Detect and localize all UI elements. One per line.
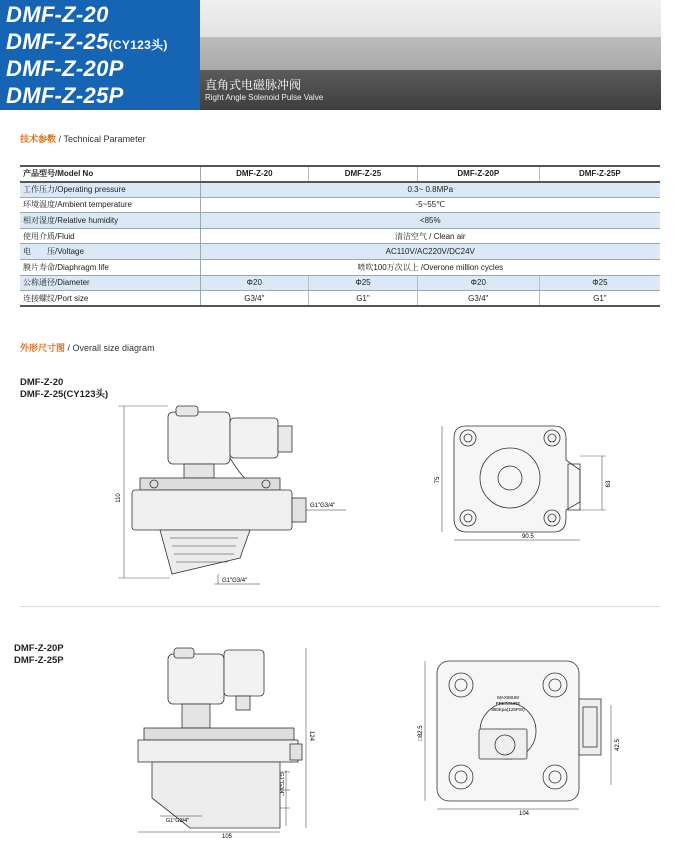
row-label: 工作压力/Operating pressure xyxy=(20,182,200,198)
col-header: DMF-Z-25 xyxy=(309,166,418,182)
col-header: DMF-Z-20P xyxy=(417,166,539,182)
model-title-block xyxy=(0,0,200,110)
table-row xyxy=(20,182,660,198)
dim-height: 124 xyxy=(308,730,314,742)
model-title-4: DMF-Z-25P xyxy=(6,83,124,108)
dim-v: 75 xyxy=(435,476,441,484)
row-value: 喷吹100万次以上 /Overone million cycles xyxy=(200,260,660,276)
table-row xyxy=(20,275,660,291)
divider xyxy=(20,606,660,607)
table-row xyxy=(20,228,660,244)
dim-r: 42.5 xyxy=(615,739,621,751)
col-header: DMF-Z-25P xyxy=(539,166,660,182)
row-label: 公称通径/Diameter xyxy=(20,275,200,291)
header-bar-mid xyxy=(200,37,661,70)
tech-param-heading: 技术参数 / Technical Parameter xyxy=(20,134,146,144)
row-value: Φ20 xyxy=(200,275,309,291)
diagram1-side-view xyxy=(110,398,360,598)
pressure-plate-line: PRESSURE xyxy=(495,701,521,706)
diagram2-side-view xyxy=(130,640,320,840)
row-label: 相对湿度/Relative humidity xyxy=(20,213,200,229)
product-title-cn: 直角式电磁脉冲阀 xyxy=(205,78,302,92)
header-label: 产品型号/Model No xyxy=(20,166,200,182)
port-side-label: G1"G3/4" xyxy=(310,503,336,509)
row-value: AC110V/AC220V/DC24V xyxy=(200,244,660,260)
row-value: <85% xyxy=(200,213,660,229)
row-value: -5~55℃ xyxy=(200,197,660,213)
spec-table xyxy=(20,165,660,307)
diagram1-label-b: DMF-Z-25(CY123头) xyxy=(20,389,109,400)
product-title-en: Right Angle Solenoid Pulse Valve xyxy=(205,93,324,102)
dim-w-left: 105 xyxy=(222,834,233,840)
table-row xyxy=(20,260,660,276)
diagram2-top-view xyxy=(415,655,630,820)
port-bottom-label: G1"G3/4" xyxy=(222,578,248,584)
model-title-1: DMF-Z-20 xyxy=(6,2,109,27)
row-value: Φ20 xyxy=(417,275,539,291)
header-bar-light xyxy=(200,0,661,37)
table-header-row xyxy=(20,166,660,182)
row-value: G3/4" xyxy=(200,291,309,307)
dim-w: 90.5 xyxy=(522,534,534,540)
model-title-3: DMF-Z-20P xyxy=(6,56,124,81)
dim-r: 63 xyxy=(606,480,612,488)
row-value: G3/4" xyxy=(417,291,539,307)
port-side-label: G1"G3/4" xyxy=(278,772,284,796)
pressure-plate-line: 860Kpa(125PSI) xyxy=(491,707,525,712)
col-header: DMF-Z-20 xyxy=(200,166,309,182)
row-value: Φ25 xyxy=(539,275,660,291)
port-bottom-label: G1"G3/4" xyxy=(166,818,190,824)
model-title-2: DMF-Z-25(CY123头) xyxy=(6,29,168,54)
diagram2-model-labels xyxy=(14,643,64,667)
table-row xyxy=(20,244,660,260)
row-value: Φ25 xyxy=(309,275,418,291)
row-label: 使用介质/Fluid xyxy=(20,228,200,244)
dim-w: 104 xyxy=(519,811,530,817)
pressure-plate-line: MAXIMUM xyxy=(497,695,519,700)
row-label: 连接螺纹/Port size xyxy=(20,291,200,307)
row-label: 膜片寿命/Diaphragm life xyxy=(20,260,200,276)
diagram1-top-view xyxy=(430,410,620,550)
row-value: 0.3~ 0.8MPa xyxy=(200,182,660,198)
row-value: G1" xyxy=(309,291,418,307)
diagram2-label-a: DMF-Z-20P xyxy=(14,643,64,654)
dim-v: □82.5 xyxy=(418,725,424,741)
diagram2-label-b: DMF-Z-25P xyxy=(14,655,64,666)
row-value: G1" xyxy=(539,291,660,307)
dim-height: 110 xyxy=(116,493,122,503)
table-row xyxy=(20,291,660,307)
table-row xyxy=(20,213,660,229)
table-row xyxy=(20,197,660,213)
header-banner xyxy=(0,0,680,110)
size-diagram-heading: 外形尺寸图 / Overall size diagram xyxy=(20,343,155,353)
diagram1-label-a: DMF-Z-20 xyxy=(20,377,64,388)
row-label: 环境温度/Ambient temperature xyxy=(20,197,200,213)
row-label: 电 压/Voltage xyxy=(20,244,200,260)
row-value: 清洁空气 / Clean air xyxy=(200,228,660,244)
diagram1-model-labels xyxy=(20,377,108,401)
